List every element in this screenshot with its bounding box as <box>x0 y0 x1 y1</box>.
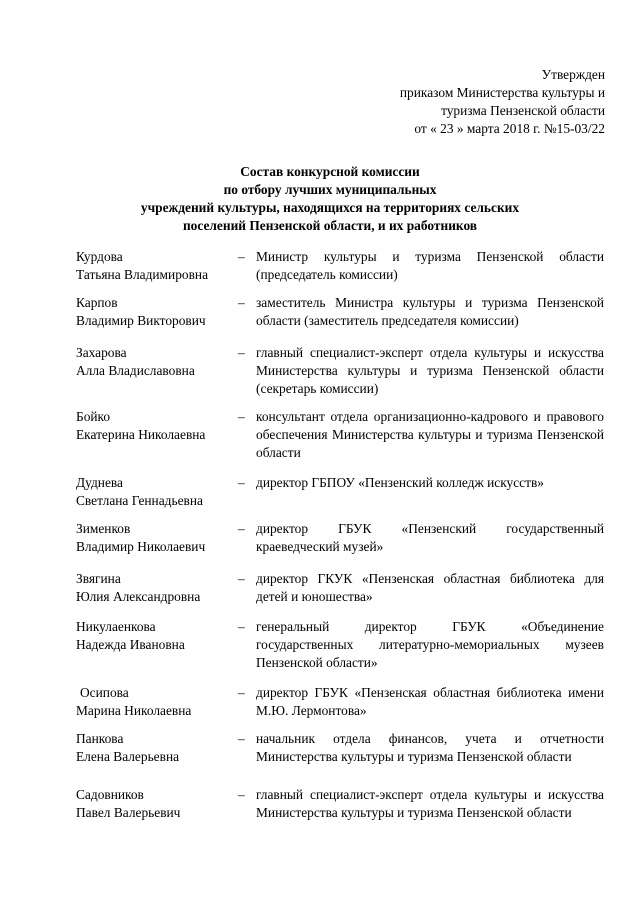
member-given-name: Елена Валерьевна <box>76 749 180 764</box>
member-given-name: Екатерина Николаевна <box>76 427 206 442</box>
member-surname: Дуднева <box>76 475 123 490</box>
member-dash: – <box>238 571 245 586</box>
member-dash: – <box>238 409 245 424</box>
member-name <box>76 684 240 720</box>
member-surname: Курдова <box>76 249 123 264</box>
member-name <box>76 618 236 654</box>
member-dash: – <box>238 521 245 536</box>
title-line: по отбору лучших муниципальных <box>223 182 437 197</box>
member-given-name: Татьяна Владимировна <box>76 267 209 282</box>
approval-block <box>400 66 605 138</box>
member-name <box>76 248 236 284</box>
member-given-name: Светлана Геннадьевна <box>76 493 203 508</box>
member-dash: – <box>238 345 245 360</box>
member-surname: Никулаенкова <box>76 619 156 634</box>
member-role: главный специалист-эксперт отдела культуры и искусства Министерства культуры и туризма Пензенской области (секретарь комиссии) <box>256 345 604 396</box>
member-dash: – <box>238 619 245 634</box>
member-role: главный специалист-эксперт отдела культуры и искусства Министерства культуры и туризма Пензенской области <box>256 787 604 820</box>
member-given-name: Алла Владиславовна <box>76 363 195 378</box>
member-surname: Осипова <box>80 685 129 700</box>
member-dash: – <box>238 685 245 700</box>
approval-line: от « 23 » марта 2018 г. №15-03/22 <box>414 121 605 136</box>
approval-line: приказом Министерства культуры и <box>399 85 605 100</box>
approval-line: Утвержден <box>541 67 605 82</box>
member-surname: Захарова <box>76 345 127 360</box>
member-dash: – <box>238 731 245 746</box>
member-given-name: Владимир Николаевич <box>76 539 206 554</box>
member-name <box>76 570 236 606</box>
member-role: генеральный директор ГБУК «Объединение государственных литературно-мемориальных музеев Пензенской области» <box>256 619 604 670</box>
title-line: поселений Пензенской области, и их работников <box>182 218 478 233</box>
member-role: директор ГБУК «Пензенская областная библиотека имени М.Ю. Лермонтова» <box>256 685 604 718</box>
member-dash: – <box>238 249 245 264</box>
member-surname: Садовников <box>76 787 144 802</box>
member-role: директор ГКУК «Пензенская областная библиотека для детей и юношества» <box>256 571 604 604</box>
approval-line: туризма Пензенской области <box>441 103 605 118</box>
member-name <box>76 344 236 380</box>
member-name <box>76 520 236 556</box>
member-name <box>76 730 236 766</box>
member-given-name: Надежда Ивановна <box>76 637 185 652</box>
member-role: начальник отдела финансов, учета и отчетности Министерства культуры и туризма Пензенской области <box>256 731 604 764</box>
member-name <box>76 786 236 822</box>
document-title <box>60 163 600 235</box>
member-dash: – <box>238 295 245 310</box>
member-name <box>76 294 236 330</box>
member-surname: Бойко <box>76 409 111 424</box>
member-role: заместитель Министра культуры и туризма Пензенской области (заместитель председателя комиссии) <box>256 295 604 328</box>
member-role: директор ГБПОУ «Пензенский колледж искусств» <box>256 475 544 490</box>
member-surname: Зименков <box>76 521 131 536</box>
member-name <box>76 474 236 510</box>
member-name <box>76 408 236 444</box>
member-role: Министр культуры и туризма Пензенской области (председатель комиссии) <box>256 249 604 282</box>
member-given-name: Марина Николаевна <box>76 703 192 718</box>
title-line: Состав конкурсной комиссии <box>240 164 420 179</box>
member-surname: Звягина <box>76 571 121 586</box>
member-surname: Панкова <box>76 731 124 746</box>
member-dash: – <box>238 475 245 490</box>
member-given-name: Юлия Александровна <box>76 589 201 604</box>
member-dash: – <box>238 787 245 802</box>
title-line: учреждений культуры, находящихся на территориях сельских <box>140 200 520 215</box>
member-surname: Карпов <box>76 295 118 310</box>
member-given-name: Владимир Викторович <box>76 313 206 328</box>
member-role: директор ГБУК «Пензенский государственный краеведческий музей» <box>256 521 604 554</box>
member-role: консультант отдела организационно-кадрового и правового обеспечения Министерства культуры и туризма Пензенской области <box>256 409 604 460</box>
member-given-name: Павел Валерьевич <box>76 805 181 820</box>
